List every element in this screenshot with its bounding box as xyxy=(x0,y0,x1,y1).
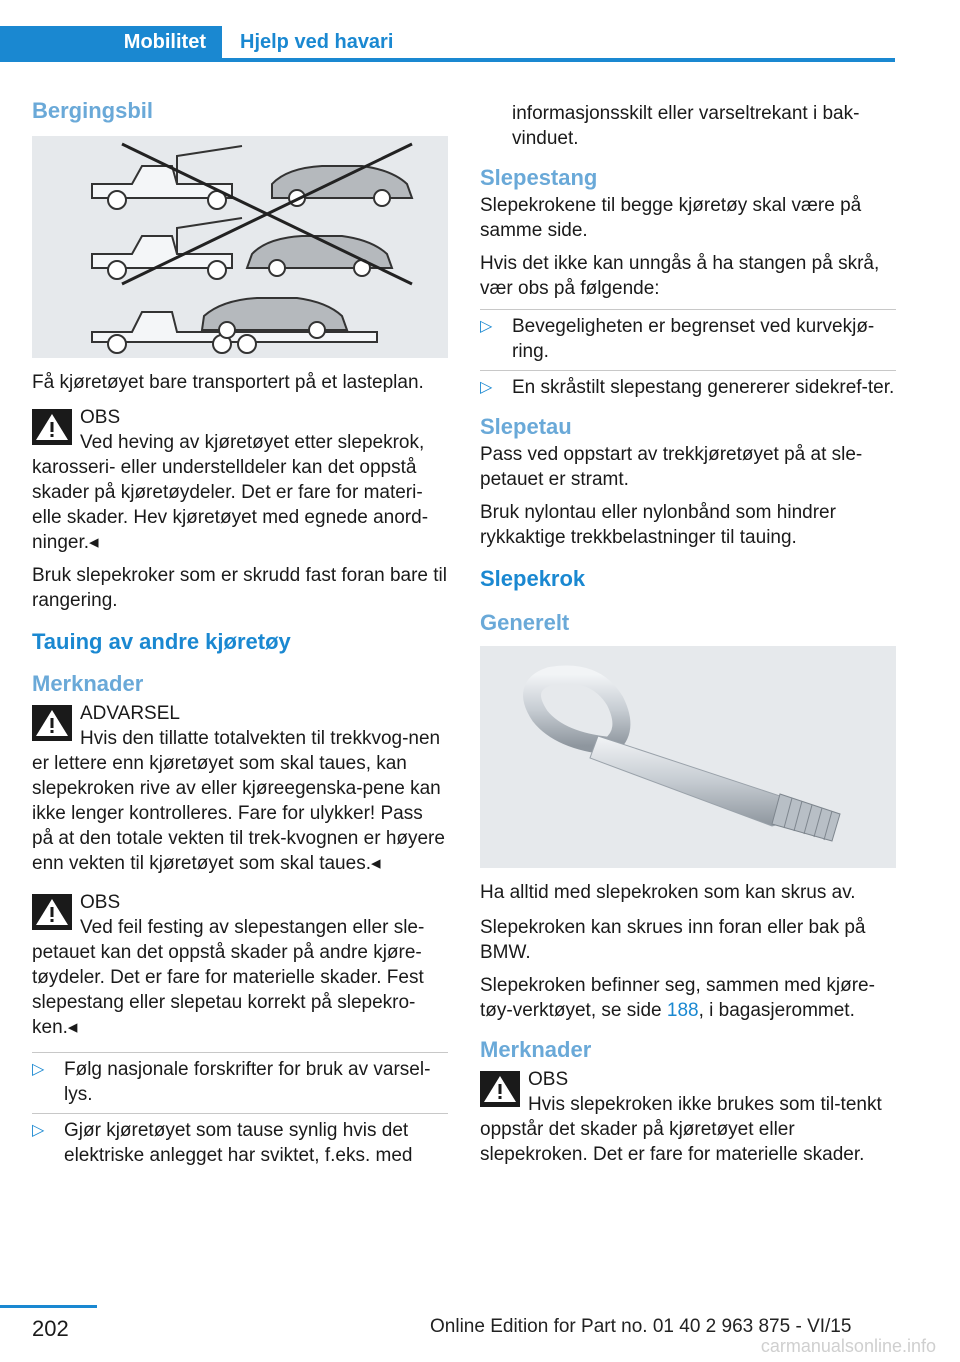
warning-advarsel xyxy=(32,701,448,876)
paragraph-hook-2-text-a: Slepekroken befinner seg, sammen med kjøre-tøy-verktøyet, se side xyxy=(480,975,875,1021)
heading-slepekrok: Slepekrok xyxy=(480,566,586,591)
page-reference-link[interactable]: 188 xyxy=(666,1000,699,1021)
truck-1 xyxy=(92,146,242,209)
tab-mobilitet-label: Mobilitet xyxy=(123,31,206,53)
paragraph-slepekroker: Bruk slepekroker som er skrudd fast foran bare til rangering. xyxy=(32,565,448,611)
bullet-arrow-icon: ▷ xyxy=(480,379,493,396)
tab-hjelp-ved-havari-label: Hjelp ved havari xyxy=(240,31,394,53)
paragraph-slepestang-1: Slepekrokene til begge kjøretøy skal være på samme side. xyxy=(480,195,862,241)
warning-advarsel-title: ADVARSEL xyxy=(80,703,180,724)
left-column xyxy=(32,96,448,1174)
page-header xyxy=(0,0,895,62)
header-rule xyxy=(222,58,895,62)
tab-mobilitet[interactable] xyxy=(0,26,222,62)
warning-obs-1-title: OBS xyxy=(80,407,121,428)
list-item-text: En skråstilt slepestang genererer sidekref-ter. xyxy=(512,377,895,398)
heading-merknader-left: Merknader xyxy=(32,671,144,696)
warning-obs-1-body: Ved heving av kjøretøyet etter slepekrok, karosseri- eller understelldeler kan det oppstå skader på kjøretøydeler. Det er fare for materi-elle skader. Hev kjøretøyet med egnede anord-ninger.◂ xyxy=(32,432,429,553)
bullet-arrow-icon: ▷ xyxy=(32,1061,45,1078)
heading-slepestang: Slepestang xyxy=(480,165,598,190)
warning-triangle-icon xyxy=(32,409,72,445)
tow-truck-illustration xyxy=(32,136,448,358)
heading-tauing: Tauing av andre kjøretøy xyxy=(32,629,291,654)
warning-obs-3-body: Hvis slepekroken ikke brukes som til-tenkt oppstår det skader på kjøretøyet eller slepekroken. Det er fare for materielle skader. xyxy=(480,1094,882,1165)
heading-bergingsbil: Bergingsbil xyxy=(32,98,154,123)
footer-rule xyxy=(0,1305,97,1308)
caption-tow: Få kjøretøyet bare transportert på et lasteplan. xyxy=(32,372,424,393)
list-item xyxy=(480,309,896,370)
truck-2 xyxy=(92,218,242,279)
heading-slepetau: Slepetau xyxy=(480,414,572,439)
heading-merknader-right: Merknader xyxy=(480,1037,592,1062)
paragraph-slepestang-2: Hvis det ikke kan unngås å ha stangen på skrå, vær obs på følgende: xyxy=(480,253,880,299)
warning-obs-1 xyxy=(32,405,448,555)
list-item-text: Bevegeligheten er begrenset ved kurvekjø-ring. xyxy=(512,316,875,362)
tow-hook-illustration xyxy=(480,646,896,868)
paragraph-hook-2-text-b: , i bagasjerommet. xyxy=(698,1000,855,1021)
list-item-text: Gjør kjøretøyet som tause synlig hvis det elektriske anlegget har sviktet, f.eks. med xyxy=(64,1120,413,1166)
list-item xyxy=(32,1052,448,1113)
warning-triangle-icon xyxy=(32,705,72,741)
tow-truck-drawing xyxy=(32,136,448,358)
watermark-text: carmanualsonline.info xyxy=(760,1336,936,1356)
list-item xyxy=(480,370,896,406)
warning-triangle-icon xyxy=(480,1071,520,1107)
list-item xyxy=(32,1113,448,1174)
car-2 xyxy=(247,236,392,276)
bullet-arrow-icon: ▷ xyxy=(32,1122,45,1139)
warning-advarsel-body: Hvis den tillatte totalvekten til trekkvog-nen er lettere enn kjøretøyet som skal taues, kan slepekroken rive av eller kjøreegenska-pene kan ikke lenger kontrolleres. Fare for ulykker! Pass på at den totale vekten til trek-kvognen er høyere enn vekten til kjøretøyet som skal taues.◂ xyxy=(32,728,445,874)
warning-obs-2-title: OBS xyxy=(80,892,121,913)
paragraph-hook-2 xyxy=(480,973,896,1023)
warning-obs-2 xyxy=(32,890,448,1040)
tow-hook-drawing xyxy=(480,646,896,868)
warning-triangle-icon xyxy=(32,894,72,930)
tab-hjelp-ved-havari[interactable] xyxy=(222,26,895,62)
list-item-text: Følg nasjonale forskrifter for bruk av varsel-lys. xyxy=(64,1059,431,1105)
caption-hook: Ha alltid med slepekroken som kan skrus av. xyxy=(480,882,856,903)
list-item-continued: informasjonsskilt eller varseltrekant i bak-vinduet. xyxy=(512,103,860,149)
bullet-arrow-icon: ▷ xyxy=(480,318,493,335)
warning-obs-3-title: OBS xyxy=(528,1069,569,1090)
warning-obs-3 xyxy=(480,1067,896,1167)
warning-obs-2-body: Ved feil festing av slepestangen eller sle-petauet kan det oppstå skader på andre kjøre-tøydeler. Det er fare for materielle skader. Fest slepestang eller slepetau korrekt på slepekro-ken.◂ xyxy=(32,917,425,1038)
paragraph-hook-1: Slepekroken kan skrues inn foran eller bak på BMW. xyxy=(480,917,866,963)
heading-generelt: Generelt xyxy=(480,610,570,635)
paragraph-slepetau-1: Pass ved oppstart av trekkjøretøyet på at sle-petauet er stramt. xyxy=(480,444,863,490)
right-column xyxy=(480,101,896,1175)
edition-text: Online Edition for Part no. 01 40 2 963 875 - VI/15 xyxy=(430,1316,852,1337)
page-number: 202 xyxy=(32,1316,69,1341)
paragraph-slepetau-2: Bruk nylontau eller nylonbånd som hindrer rykkaktige trekkbelastninger til tauing. xyxy=(480,502,836,548)
